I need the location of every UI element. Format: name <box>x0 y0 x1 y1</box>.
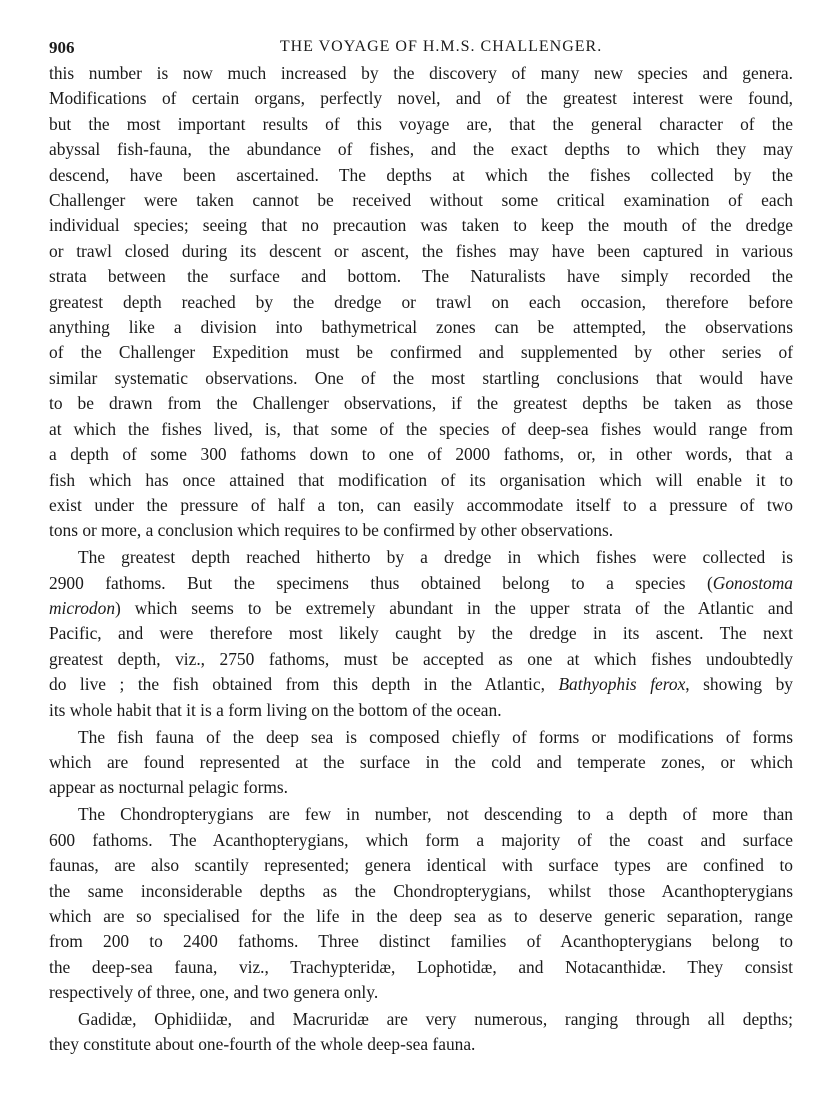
text-line: Modifications of certain organs, perfectly novel, and of the greatest interest were found, <box>49 88 793 109</box>
text-line: the deep-sea fauna, viz., Trachypteridæ, Lophotidæ, and Notacanthidæ. They consist <box>49 956 793 977</box>
text-segment: do live ; the fish obtained from this depth in the Atlantic, <box>49 674 559 695</box>
text-line: 600 fathoms. The Acanthopterygians, which form a majority of the coast and surface <box>49 829 793 850</box>
text-line: individual species; seeing that no precaution was taken to keep the mouth of the dredge <box>49 215 793 236</box>
text-line: this number is now much increased by the discovery of many new species and genera. <box>49 63 793 83</box>
text-line: from 200 to 2400 fathoms. Three distinct families of Acanthopterygians belong to <box>49 931 793 952</box>
text-line: exist under the pressure of half a ton, can easily accommodate itself to a pressure of two <box>49 494 793 515</box>
paragraph-4 <box>49 802 793 1005</box>
text-line: to be drawn from the Challenger observations, if the greatest depths be taken as those <box>49 393 793 414</box>
text-line: greatest depth reached by the dredge or trawl on each occasion, therefore before <box>49 291 793 312</box>
paragraph-5 <box>49 1007 793 1058</box>
text-line: which are found represented at the surface in the cold and temperate zones, or which <box>49 751 793 772</box>
paragraph-2 <box>49 545 793 723</box>
text-line: Challenger were taken cannot be received without some critical examination of each <box>49 190 793 211</box>
italic-species-name: Gonostoma <box>712 572 793 593</box>
text-line: appear as nocturnal pelagic forms. <box>49 777 289 798</box>
text-line: respectively of three, one, and two genera only. <box>49 982 379 1003</box>
text-line: faunas, are also scantily represented; genera identical with surface types are confined to <box>49 855 793 876</box>
text-line: Gadidæ, Ophidiidæ, and Macruridæ are very numerous, ranging through all depths; <box>78 1009 793 1030</box>
text-line: The greatest depth reached hitherto by a dredge in which fishes were collected is <box>78 547 793 568</box>
text-line: they constitute about one-fourth of the whole deep-sea fauna. <box>49 1034 476 1055</box>
text-segment: ) which seems to be extremely abundant in the upper strata of the Atlantic and <box>115 598 793 619</box>
text-line: The Chondropterygians are few in number, not descending to a depth of more than <box>78 804 793 825</box>
paragraph-1 <box>49 61 793 544</box>
text-line: Pacific, and were therefore most likely caught by the dredge in its ascent. The next <box>49 623 793 644</box>
page-header <box>49 38 793 62</box>
text-segment: 2900 fathoms. But the specimens thus obtained belong to a species ( <box>49 572 713 593</box>
text-line: of the Challenger Expedition must be confirmed and supplemented by other series of <box>49 342 793 363</box>
text-line: similar systematic observations. One of the most startling conclusions that would have <box>49 367 793 388</box>
text-line: but the most important results of this voyage are, that the general character of the <box>49 113 793 134</box>
italic-species-name: Bathyophis ferox <box>558 674 686 695</box>
text-line <box>49 571 793 596</box>
text-line: at which the fishes lived, is, that some of the species of deep-sea fishes would range from <box>49 418 793 439</box>
text-line <box>49 672 793 697</box>
text-line: anything like a division into bathymetrical zones can be attempted, the observations <box>49 317 793 338</box>
text-line: its whole habit that it is a form living on the bottom of the ocean. <box>49 699 502 720</box>
paragraph-3 <box>49 725 793 801</box>
page-number: 906 <box>49 38 75 57</box>
italic-species-name: microdon <box>49 598 116 619</box>
text-line: a depth of some 300 fathoms down to one of 2000 fathoms, or, in other words, that a <box>49 444 793 465</box>
text-line: the same inconsiderable depths as the Chondropterygians, whilst those Acanthopterygians <box>49 880 793 901</box>
page-body <box>49 61 793 1059</box>
text-line: fish which has once attained that modification of its organisation which will enable it to <box>49 469 793 490</box>
text-segment: , showing by <box>685 674 794 695</box>
text-line <box>49 596 793 621</box>
text-line: The fish fauna of the deep sea is composed chiefly of forms or modifications of forms <box>78 726 793 747</box>
text-line: greatest depth, viz., 2750 fathoms, must be accepted as one at which fishes undoubtedly <box>49 648 793 669</box>
text-line: abyssal fish-fauna, the abundance of fishes, and the exact depths to which they may <box>49 139 793 160</box>
text-line: tons or more, a conclusion which requires to be confirmed by other observations. <box>49 520 614 541</box>
text-line: descend, have been ascertained. The depths at which the fishes collected by the <box>49 164 793 185</box>
text-line: strata between the surface and bottom. The Naturalists have simply recorded the <box>49 266 793 287</box>
running-title: THE VOYAGE OF H.M.S. CHALLENGER. <box>279 38 603 55</box>
text-line: which are so specialised for the life in the deep sea as to deserve generic separation, range <box>49 905 793 926</box>
text-line: or trawl closed during its descent or ascent, the fishes may have been captured in various <box>49 240 793 261</box>
